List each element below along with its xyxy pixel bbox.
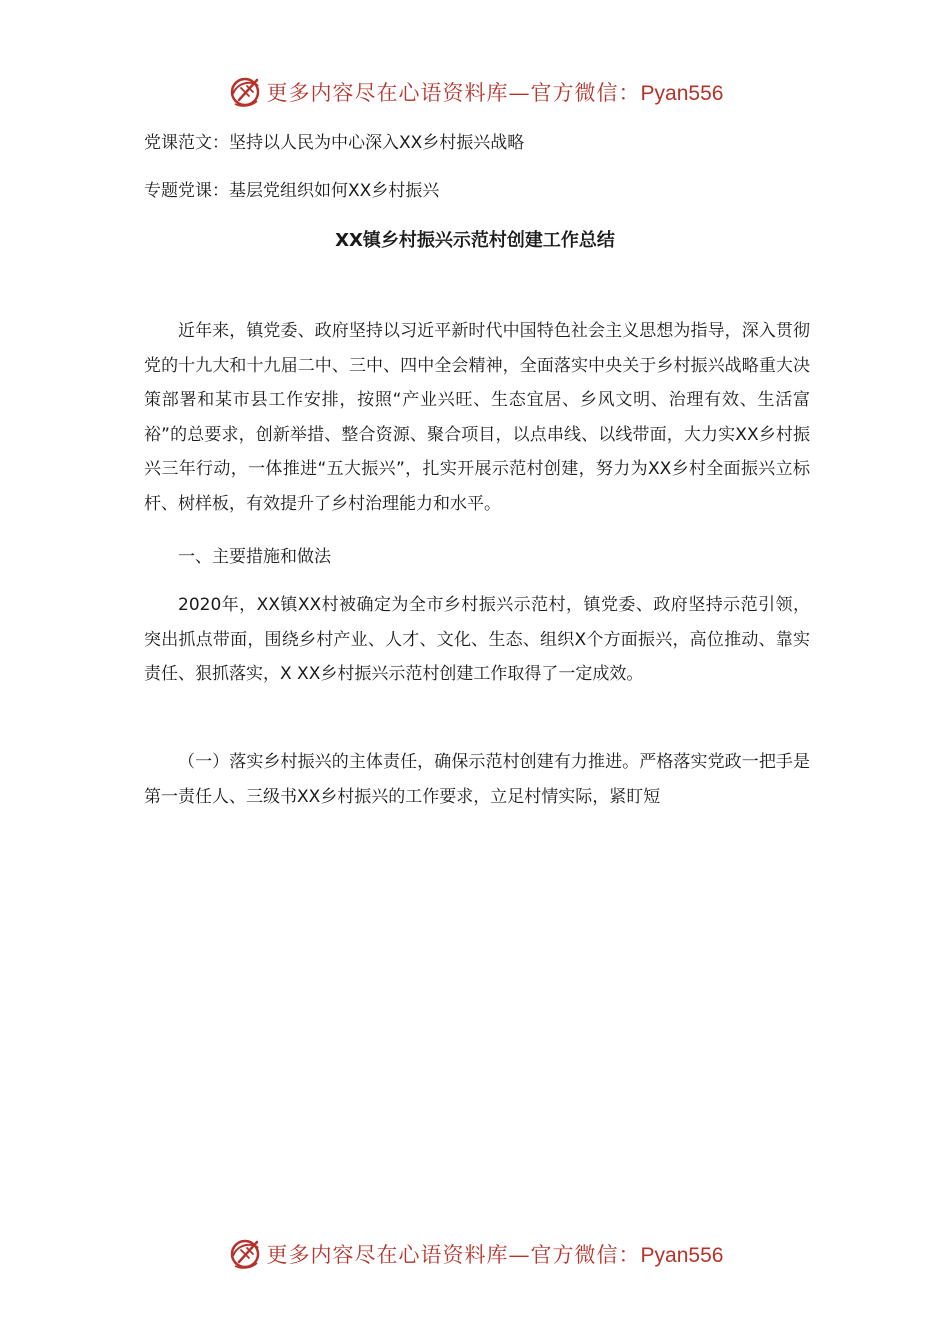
header-line-2: 专题党课：基层党组织如何XX乡村振兴 — [144, 181, 440, 201]
watermark-text — [267, 1239, 724, 1269]
paragraph-measures: 2020年，XX镇XX村被确定为全市乡村振兴示范村，镇党委、政府坚持示范引领，突出抓点带面，围绕乡村产业、人才、文化、生态、组织X个方面振兴，高位推动、靠实责任、狠抓落实，X XX乡村振兴示范村创建工作取得了一定成效。 — [144, 595, 810, 684]
watermark-id: Pyan556 — [640, 1244, 724, 1267]
section-heading: 一、主要措施和做法 — [178, 547, 331, 567]
paragraph-responsibility: （一）落实乡村振兴的主体责任，确保示范村创建有力推进。严格落实党政一把手是第一责任人、三级书XX乡村振兴的工作要求，立足村情实际，紧盯短 — [144, 752, 810, 807]
watermark-banner-bottom — [0, 1234, 950, 1274]
watermark-label: 更多内容尽在心语资料库—官方微信： — [266, 1243, 641, 1267]
watermark-id: Pyan556 — [640, 82, 724, 105]
watermark-text — [267, 77, 724, 107]
watermark-label: 更多内容尽在心语资料库—官方微信： — [266, 81, 641, 105]
paragraph-intro: 近年来，镇党委、政府坚持以习近平新时代中国特色社会主义思想为指导，深入贯彻党的十九大和十九届二中、三中、四中全会精神，全面落实中央关于乡村振兴战略重大决策部署和某市县工作安排，按照“产业兴旺、生态宜居、乡风文明、治理有效、生活富裕”的总要求，创新举措、整合资源、聚合项目，以点串线、以线带面，大力实XX乡村振兴三年行动，一体推进“五大振兴”，扎实开展示范村创建，努力为XX乡村全面振兴立标杆、树样板，有效提升了乡村治理能力和水平。 — [144, 321, 810, 514]
watermark-banner-top — [0, 72, 950, 112]
logo-icon — [227, 74, 263, 110]
logo-icon — [227, 1236, 263, 1272]
document-title: XX镇乡村振兴示范村创建工作总结 — [335, 230, 615, 251]
header-line-1: 党课范文：坚持以人民为中心深入XX乡村振兴战略 — [144, 133, 525, 153]
